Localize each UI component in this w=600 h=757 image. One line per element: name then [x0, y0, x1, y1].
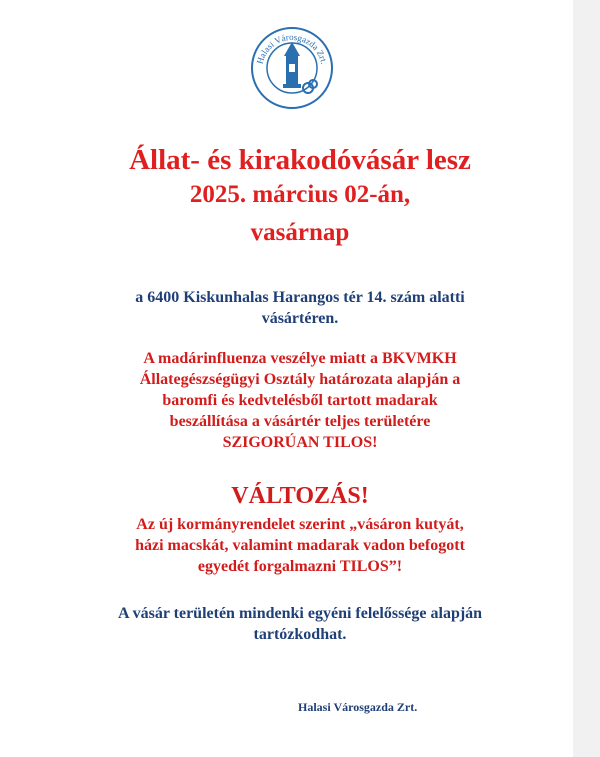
- warning-line: beszállítása a vásártér teljes területére: [169, 413, 431, 430]
- warning-line: baromfi és kedvtelésből tartott madarak: [162, 392, 438, 409]
- signature: Halasi Városgazda Zrt.: [298, 700, 418, 714]
- page-edge: [573, 0, 600, 757]
- address-line: vásártéren.: [261, 310, 339, 327]
- change-heading: VÁLTOZÁS!: [231, 483, 369, 509]
- responsibility-paragraph: [60, 603, 540, 645]
- warning-line: Állategészségügyi Osztály határozata alapján a: [139, 371, 461, 388]
- address-paragraph: [60, 287, 540, 329]
- event-date: 2025. március 02-án,: [189, 181, 411, 208]
- change-paragraph: [60, 514, 540, 577]
- responsibility-line: tartózkodhat.: [253, 626, 347, 643]
- address-line: a 6400 Kiskunhalas Harangos tér 14. szám alatti: [135, 289, 465, 306]
- responsibility-line: A vásár területén mindenki egyéni felelőssége alapján: [117, 605, 483, 622]
- tower-emblem-icon: [250, 26, 334, 110]
- warning-line: SZIGORÚAN TILOS!: [222, 434, 378, 451]
- event-title: Állat- és kirakodóvásár lesz: [129, 144, 471, 176]
- change-line: házi macskát, valamint madarak vadon befogott: [135, 537, 465, 554]
- logo-text: Halasi Városgazda Zrt.: [254, 31, 330, 66]
- change-line: egyedét forgalmazni TILOS”!: [197, 558, 403, 575]
- change-line: Az új kormányrendelet szerint „vásáron kutyát,: [136, 516, 464, 533]
- warning-line: A madárinfluenza veszélye miatt a BKVMKH: [143, 350, 457, 367]
- bird-flu-warning: [60, 348, 540, 453]
- event-day: vasárnap: [250, 219, 350, 246]
